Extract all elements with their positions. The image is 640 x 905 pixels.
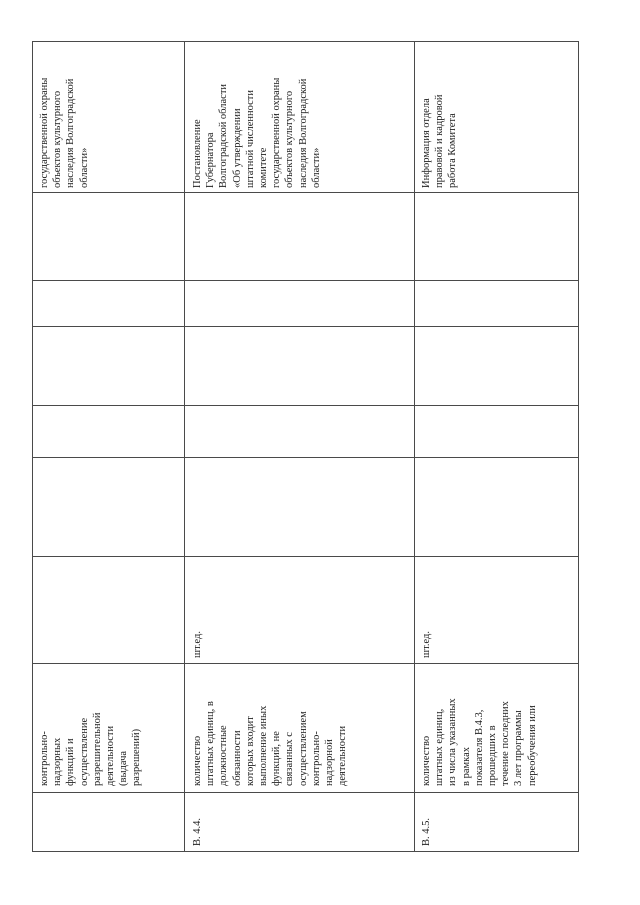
- table-grid-line: [32, 405, 578, 406]
- table-border-right: [578, 41, 579, 852]
- table-row-divider: [184, 41, 185, 852]
- table-border-bottom: [32, 851, 578, 852]
- row-2-indicator: количество штатных единиц, в должностные обязанности которых входит выполнение иных функций, не связанных с осуществлением контрольно- надзорной деятельности: [192, 701, 349, 786]
- row-3-number: В. 4.5.: [421, 817, 432, 846]
- table-grid-line: [32, 457, 578, 458]
- table-border-left: [32, 41, 33, 852]
- table-grid-line: [32, 326, 578, 327]
- row-1-indicator: контрольно- надзорных функций и осуществление разрешительной деятельности (выдача разрешений): [39, 712, 143, 786]
- table-grid-line: [32, 663, 578, 664]
- table-grid-line: [32, 280, 578, 281]
- row-2-number: В. 4.4.: [192, 817, 203, 846]
- row-2-source: Постановление Губернатора Волгоградской области «Об утверждении штатной численности комитете государственной охраны объектов культурного наследия Волгоградской области»: [192, 77, 322, 188]
- table-row-divider: [414, 41, 415, 852]
- row-3-indicator: количество штатных единиц, из числа указанных в рамках показателя В.4.3, прошедших в течение последних 3 лет программы переобучения или: [421, 698, 538, 786]
- table-grid-line: [32, 556, 578, 557]
- row-3-unit: шт.ед.: [421, 631, 432, 658]
- row-2-unit: шт.ед.: [192, 631, 203, 658]
- table-grid-line: [32, 192, 578, 193]
- row-3-source: Информация отдела правовой и кадровой работа Комитета: [421, 94, 459, 188]
- row-1-source: государственной охраны объектов культурного наследия Волгоградской области»: [39, 77, 90, 188]
- table-grid-line: [32, 792, 578, 793]
- table-border-top: [32, 41, 578, 42]
